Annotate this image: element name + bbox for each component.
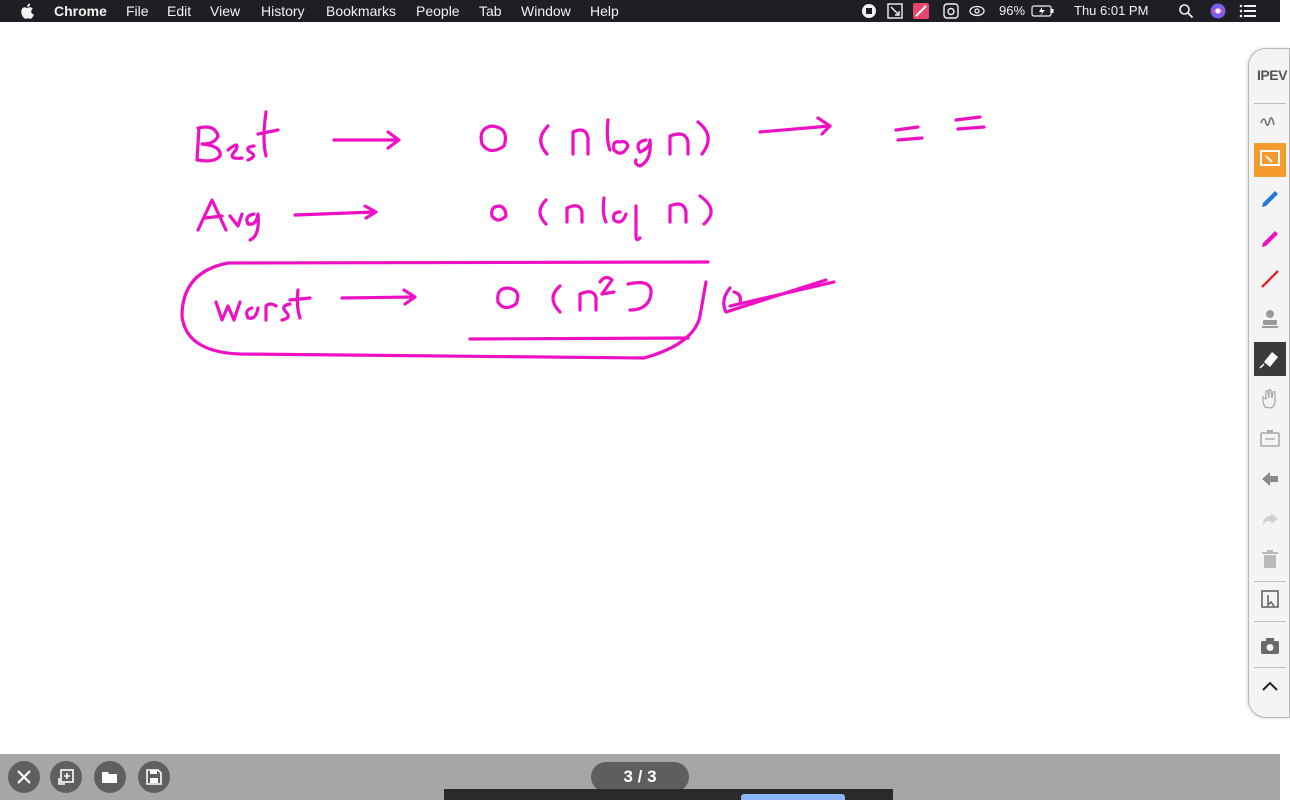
menu-app-chrome[interactable]: Chrome (54, 3, 107, 19)
menu-bookmarks[interactable]: Bookmarks (326, 3, 397, 19)
menu-view[interactable]: View (210, 3, 241, 19)
active-page-thumbnail[interactable] (741, 794, 845, 800)
blue-pen-tool[interactable] (1254, 183, 1286, 217)
ink-row-avg (198, 196, 711, 240)
pink-pen-tool[interactable] (1254, 223, 1286, 257)
screen-annotate-icon[interactable] (887, 3, 903, 19)
camera-tool[interactable] (1254, 630, 1286, 664)
palette-separator (1254, 581, 1286, 582)
undo-button[interactable] (1254, 463, 1286, 497)
whiteboard-icon (1258, 427, 1282, 451)
palette-separator (1254, 667, 1286, 668)
apple-icon[interactable] (20, 2, 36, 20)
menu-history[interactable]: History (261, 3, 305, 19)
stamp-tool[interactable] (1254, 303, 1286, 337)
palette-separator (1254, 103, 1286, 104)
notification-center-icon[interactable] (1239, 3, 1257, 19)
menu-tab[interactable]: Tab (479, 3, 502, 19)
menu-people[interactable]: People (416, 3, 460, 19)
trash-icon (1258, 547, 1282, 571)
eraser-tool[interactable] (1254, 342, 1286, 376)
menu-window[interactable]: Window (521, 3, 571, 19)
whiteboard-canvas[interactable] (0, 22, 1280, 754)
page-thumbnail-strip[interactable] (444, 789, 893, 800)
camera-icon (1258, 634, 1282, 658)
new-page-icon (57, 768, 75, 786)
whiteboard-tool[interactable] (1254, 423, 1286, 457)
collapse-palette-button[interactable] (1254, 671, 1286, 705)
new-page-button[interactable] (50, 761, 82, 793)
palette-separator (1254, 621, 1286, 622)
chevron-up-icon (1258, 675, 1282, 699)
menu-file[interactable]: File (126, 3, 149, 19)
select-tool[interactable] (1254, 583, 1286, 617)
battery-percent: 96% (999, 3, 1026, 18)
battery-charging-icon[interactable] (1031, 3, 1055, 19)
pen-app-icon[interactable] (913, 3, 929, 19)
camera-app-icon[interactable] (943, 3, 959, 19)
handwritten-ink (0, 22, 1280, 754)
page-counter[interactable]: 3 / 3 (591, 762, 689, 792)
record-icon[interactable] (861, 3, 877, 19)
red-line-icon (1258, 267, 1282, 291)
trash-button[interactable] (1254, 543, 1286, 577)
redo-button[interactable] (1254, 503, 1286, 537)
sync-icon[interactable] (969, 3, 985, 19)
floppy-disk-icon (145, 768, 163, 786)
close-icon (15, 768, 33, 786)
spotlight-search-icon[interactable] (1178, 3, 1194, 19)
redo-icon (1258, 507, 1282, 531)
undo-icon (1258, 467, 1282, 491)
handwriting-icon (1258, 109, 1282, 133)
screen-draw-tool[interactable] (1254, 143, 1286, 177)
screen-draw-icon (1258, 147, 1282, 171)
handwriting-tool[interactable] (1254, 105, 1286, 139)
tool-palette (1248, 48, 1290, 718)
pink-pen-icon (1258, 227, 1282, 251)
open-folder-button[interactable] (94, 761, 126, 793)
hand-tool[interactable] (1254, 383, 1286, 417)
close-button[interactable] (8, 761, 40, 793)
ink-row-best (197, 112, 984, 166)
menu-edit[interactable]: Edit (167, 3, 192, 19)
red-line-tool[interactable] (1254, 263, 1286, 297)
save-button[interactable] (138, 761, 170, 793)
ink-row-worst (182, 262, 834, 358)
menu-help[interactable]: Help (590, 3, 619, 19)
eraser-icon (1258, 346, 1282, 370)
clock[interactable]: Thu 6:01 PM (1074, 3, 1149, 18)
siri-icon[interactable] (1210, 3, 1226, 19)
hand-icon (1258, 387, 1282, 411)
blue-pen-icon (1258, 187, 1282, 211)
stamp-icon (1258, 307, 1282, 331)
palette-brand: IPEV (1257, 67, 1287, 83)
select-icon (1258, 587, 1282, 611)
menu-bar (0, 0, 1280, 22)
folder-icon (101, 768, 119, 786)
